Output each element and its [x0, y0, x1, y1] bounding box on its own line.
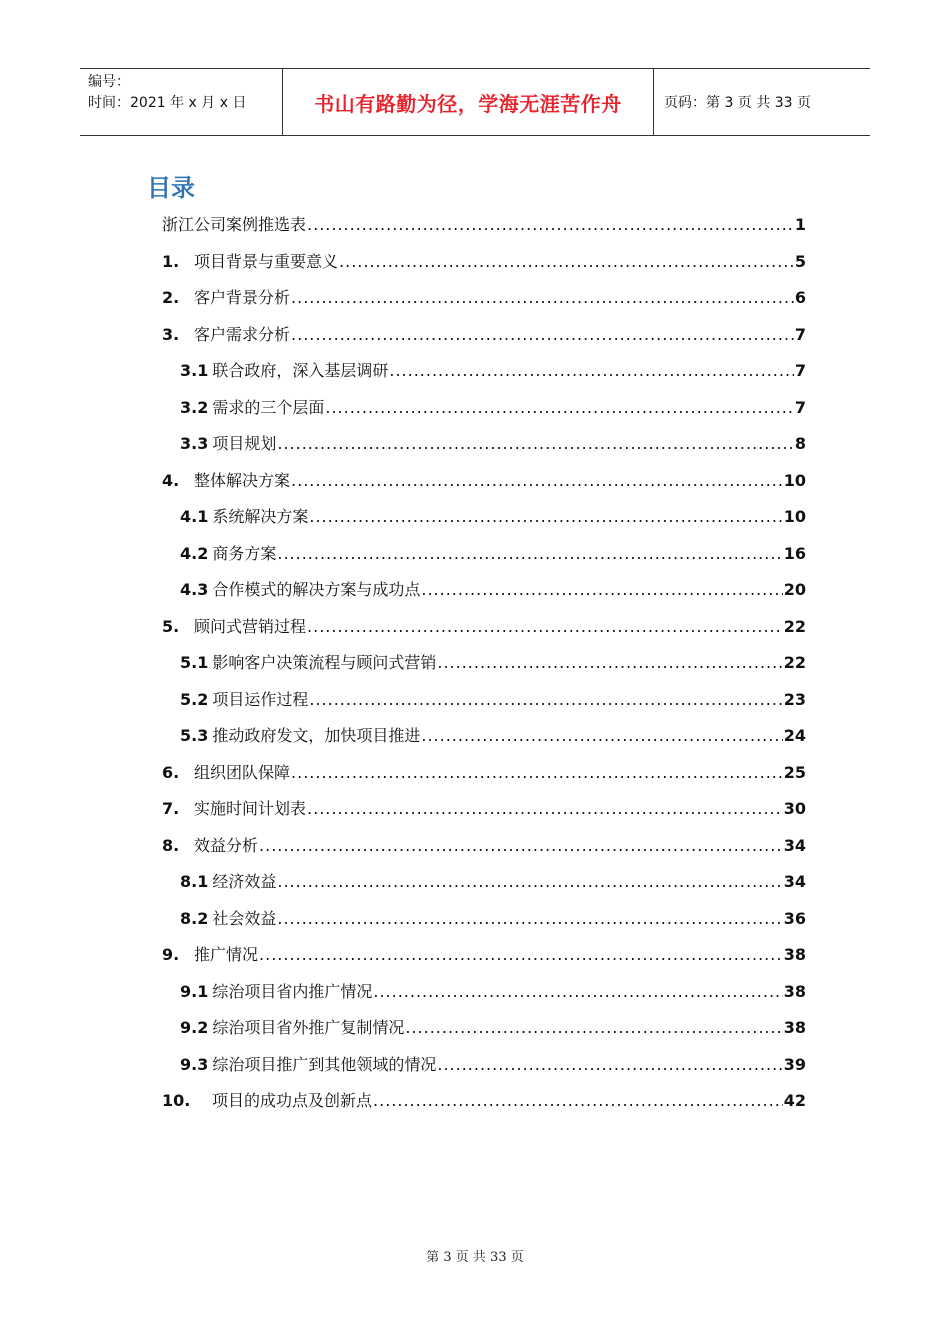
toc-entry-number: 8.2 — [180, 908, 209, 928]
toc-entry-title: 合作模式的解决方案与成功点 — [212, 580, 421, 599]
toc-entry-title: 实施时间计划表 — [194, 799, 307, 818]
toc-leader-dots — [277, 426, 794, 463]
toc-leader-dots — [421, 572, 782, 609]
toc-entry-page: 1 — [794, 215, 806, 234]
toc-entry-page: 39 — [783, 1054, 806, 1074]
toc-entry-number: 4.2 — [180, 543, 209, 563]
toc-entry-number: 9.1 — [180, 981, 209, 1001]
toc-entry-page: 5 — [794, 251, 806, 271]
toc-entry-page: 23 — [783, 689, 806, 709]
toc-entry-title: 需求的三个层面 — [212, 397, 325, 417]
toc-entry-page: 10 — [783, 470, 806, 490]
toc-entry-number: 1. — [162, 251, 180, 271]
toc-entry-page: 7 — [794, 361, 806, 380]
toc-leader-dots — [325, 390, 794, 427]
toc-entry-title: 整体解决方案 — [194, 470, 291, 490]
toc-leader-dots — [277, 536, 782, 573]
toc-entry-title: 组织团队保障 — [194, 762, 291, 782]
toc-leader-dots — [373, 974, 782, 1011]
toc-leader-dots — [307, 609, 783, 646]
toc-entry-number: 5.1 — [180, 653, 209, 672]
toc-entry-page: 7 — [794, 397, 806, 417]
page-footer: 第 3 页 共 33 页 — [426, 1250, 524, 1265]
table-of-contents — [162, 207, 806, 1120]
toc-entry[interactable] — [162, 463, 806, 500]
toc-entry-title: 推动政府发文，加快项目推进 — [212, 726, 421, 745]
toc-entry-page: 38 — [783, 945, 806, 964]
toc-leader-dots — [373, 1083, 783, 1120]
toc-entry-number: 5.3 — [180, 726, 209, 745]
toc-leader-dots — [421, 718, 782, 755]
toc-entry-number: 9. — [162, 945, 180, 964]
toc-entry-page: 6 — [794, 288, 806, 307]
toc-entry-title: 项目的成功点及创新点 — [212, 1091, 373, 1110]
toc-entry-title: 综治项目推广到其他领域的情况 — [212, 1054, 437, 1074]
toc-entry-number: 8. — [162, 835, 180, 855]
toc-entry-number: 3.3 — [180, 434, 209, 453]
toc-entry-page: 20 — [783, 580, 806, 599]
toc-leader-dots — [291, 463, 783, 500]
toc-entry-number: 3.1 — [180, 361, 209, 380]
toc-leader-dots — [339, 244, 794, 281]
toc-entry-title: 经济效益 — [212, 872, 277, 891]
toc-entry-number: 5.2 — [180, 689, 209, 709]
toc-entry[interactable] — [162, 718, 806, 755]
document-number-label: 编号： — [88, 74, 130, 90]
toc-entry-title: 商务方案 — [212, 543, 277, 563]
toc-entry[interactable] — [162, 1047, 806, 1084]
toc-entry-number: 10. — [162, 1091, 191, 1110]
toc-entry-number: 5. — [162, 616, 180, 636]
toc-entry-page: 36 — [783, 908, 806, 928]
header-meta — [80, 69, 282, 135]
toc-leader-dots — [437, 1047, 782, 1084]
toc-entry-title: 项目运作过程 — [212, 689, 309, 709]
toc-leader-dots — [259, 937, 783, 974]
toc-leader-dots — [277, 864, 782, 901]
toc-entry[interactable] — [162, 791, 806, 828]
toc-entry[interactable] — [162, 207, 806, 244]
toc-leader-dots — [291, 280, 794, 317]
toc-entry-title: 影响客户决策流程与顾问式营销 — [212, 653, 437, 672]
toc-entry-page: 38 — [783, 981, 806, 1001]
toc-entry-page: 38 — [783, 1018, 806, 1037]
page-header — [80, 68, 870, 136]
toc-entry-title: 顾问式营销过程 — [194, 616, 307, 636]
toc-entry[interactable] — [162, 317, 806, 354]
toc-entry[interactable] — [162, 609, 806, 646]
toc-leader-dots — [437, 645, 782, 682]
toc-leader-dots — [307, 791, 783, 828]
toc-entry-page: 34 — [783, 835, 806, 855]
toc-leader-dots — [277, 901, 782, 938]
toc-leader-dots — [309, 499, 782, 536]
toc-entry-number: 7. — [162, 799, 180, 818]
toc-entry-number: 3. — [162, 324, 180, 344]
toc-entry-page: 16 — [783, 543, 806, 563]
toc-entry-number: 4.3 — [180, 580, 209, 599]
toc-entry-title: 推广情况 — [194, 945, 259, 964]
toc-entry-page: 8 — [794, 434, 806, 453]
toc-entry-page: 10 — [783, 507, 806, 526]
toc-entry-page: 30 — [783, 799, 806, 818]
toc-entry[interactable] — [162, 1083, 806, 1120]
toc-entry-number: 9.2 — [180, 1018, 209, 1037]
toc-entry[interactable] — [162, 974, 806, 1011]
toc-entry-number: 8.1 — [180, 872, 209, 891]
toc-entry[interactable] — [162, 280, 806, 317]
toc-entry-page: 42 — [783, 1091, 806, 1110]
toc-leader-dots — [309, 682, 782, 719]
toc-entry-title: 客户背景分析 — [194, 288, 291, 307]
header-page-label: 页码：第 3 页 共 33 页 — [664, 95, 811, 111]
toc-entry-page: 7 — [794, 324, 806, 344]
toc-entry-number: 6. — [162, 762, 180, 782]
toc-entry-title: 项目背景与重要意义 — [194, 251, 339, 271]
toc-entry[interactable] — [162, 536, 806, 573]
toc-entry[interactable] — [162, 426, 806, 463]
toc-entry[interactable] — [162, 937, 806, 974]
toc-entry-page: 24 — [783, 726, 806, 745]
toc-entry[interactable] — [162, 572, 806, 609]
toc-entry[interactable] — [162, 755, 806, 792]
header-motto: 书山有路勤为径，学海无涯苦作舟 — [282, 69, 654, 135]
toc-entry-title: 联合政府，深入基层调研 — [212, 361, 389, 380]
toc-entry[interactable] — [162, 828, 806, 865]
toc-entry-number: 9.3 — [180, 1054, 209, 1074]
toc-entry-page: 25 — [783, 762, 806, 782]
toc-entry-number: 2. — [162, 288, 180, 307]
toc-entry-title: 项目规划 — [212, 434, 277, 453]
document-time-label: 时间：2021 年 x 月 x 日 — [88, 95, 247, 111]
toc-entry-number: 4.1 — [180, 507, 209, 526]
toc-entry-title: 社会效益 — [212, 908, 277, 928]
toc-leader-dots — [307, 207, 794, 244]
toc-entry-page: 22 — [783, 653, 806, 672]
toc-entry[interactable] — [162, 901, 806, 938]
toc-leader-dots — [259, 828, 783, 865]
toc-entry-title: 综治项目省外推广复制情况 — [212, 1018, 405, 1037]
toc-leader-dots — [405, 1010, 782, 1047]
toc-entry[interactable] — [162, 682, 806, 719]
toc-entry-title: 客户需求分析 — [194, 324, 291, 344]
toc-entry-page: 34 — [783, 872, 806, 891]
toc-entry[interactable] — [162, 645, 806, 682]
toc-entry-number: 4. — [162, 470, 180, 490]
toc-entry-title: 浙江公司案例推选表 — [162, 215, 307, 234]
toc-leader-dots — [389, 353, 794, 390]
toc-entry[interactable] — [162, 390, 806, 427]
toc-entry[interactable] — [162, 864, 806, 901]
toc-entry-title: 系统解决方案 — [212, 507, 309, 526]
toc-entry-title: 综治项目省内推广情况 — [212, 981, 373, 1001]
toc-leader-dots — [291, 755, 783, 792]
toc-entry-title: 效益分析 — [194, 835, 259, 855]
toc-entry-number: 3.2 — [180, 397, 209, 417]
toc-entry[interactable] — [162, 353, 806, 390]
toc-entry[interactable] — [162, 499, 806, 536]
toc-entry[interactable] — [162, 244, 806, 281]
toc-entry-page: 22 — [783, 616, 806, 636]
toc-heading: 目录 — [147, 174, 195, 202]
toc-entry[interactable] — [162, 1010, 806, 1047]
toc-leader-dots — [291, 317, 794, 354]
